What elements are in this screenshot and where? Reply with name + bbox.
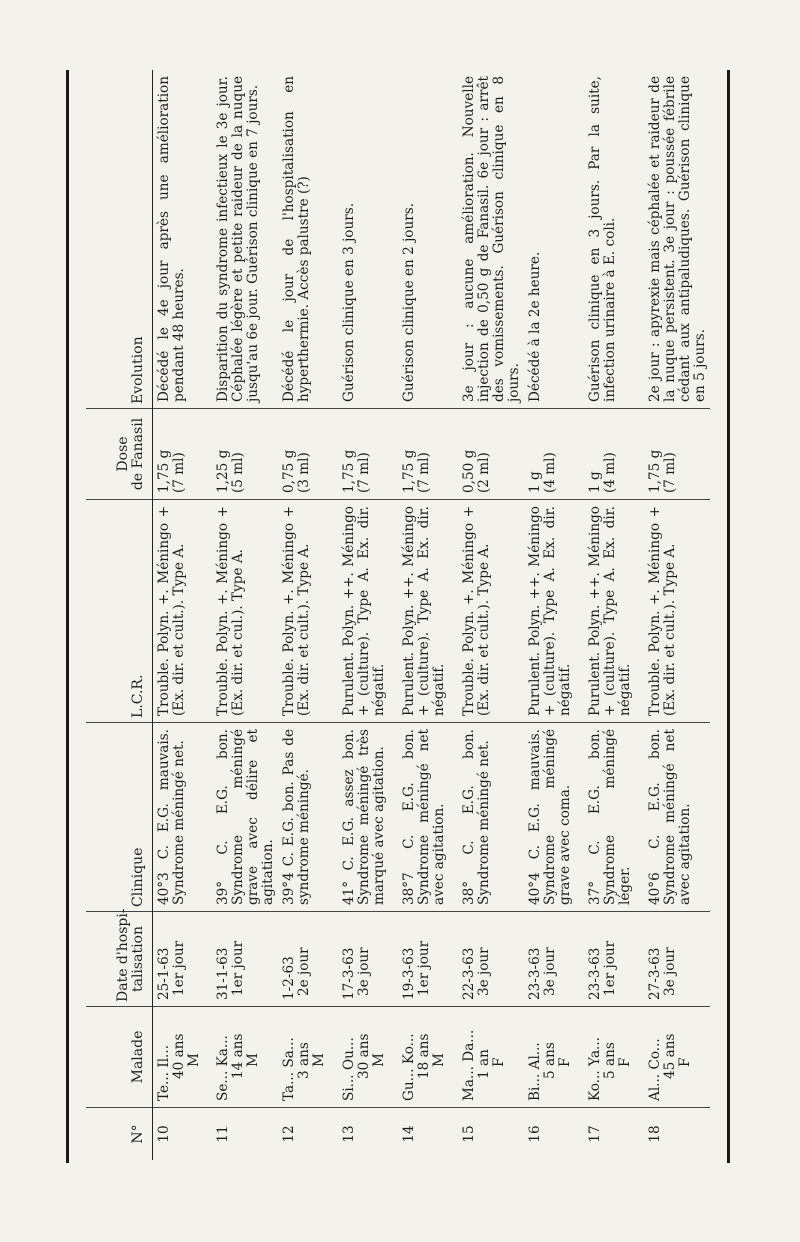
cell-date: 27-3-63 3e jour	[644, 912, 710, 1007]
cell-lcr: Trouble. Polyn. +. Méningo + (Ex. dir. et cult.). Type A.	[644, 500, 710, 723]
cell-num: 10	[155, 1125, 172, 1143]
cell-clinique: 39° C. E.G. bon. Syndrome méningé grave avec délire et agitation.	[212, 723, 278, 912]
cell-num: 14	[401, 1125, 417, 1143]
table-row	[338, 70, 398, 1160]
cell-malade: Ko... Ya... 5 ans F	[584, 1007, 644, 1108]
cell-malade: Bi... Al... 5 ans F	[524, 1007, 584, 1108]
cell-evolution: Décédé à la 2e heure.	[524, 70, 584, 409]
cell-dose: 1,75 g (7 ml)	[644, 409, 710, 500]
cell-malade: Se... Ka... 14 ans M	[212, 1007, 278, 1108]
cell-lcr: Purulent. Polyn. ++. Méningo + (culture). Type A. Ex. dir. négatif.	[398, 500, 458, 723]
table-row	[278, 70, 338, 1160]
cell-lcr: Purulent. Polyn. ++. Méningo + (culture). Type A. Ex. dir. négatif.	[338, 500, 398, 723]
cell-dose: 0,50 g (2 ml)	[458, 409, 524, 500]
cell-dose: 1 g (4 ml)	[524, 409, 584, 500]
cell-date: 25-1-63 1er jour	[152, 912, 212, 1007]
cell-malade: Al... Co... 45 ans F	[644, 1007, 710, 1108]
header-clinique: Clinique	[86, 723, 152, 912]
table-row	[584, 70, 644, 1160]
cell-dose: 1 g (4 ml)	[584, 409, 644, 500]
cell-malade: Ma... Da... 1 an F	[458, 1007, 524, 1108]
cell-date: 23-3-63 1er jour	[584, 912, 644, 1007]
cell-evolution: Guérison clinique en 3 jours.	[338, 70, 398, 409]
cell-dose: 1,75 g (7 ml)	[338, 409, 398, 500]
cell-num: 15	[461, 1125, 477, 1143]
cell-date: 19-3-63 1er jour	[398, 912, 458, 1007]
header-date: Date d'hospi- talisation	[86, 912, 152, 1007]
table-body	[152, 70, 710, 1160]
cell-date: 31-1-63 1er jour	[212, 912, 278, 1007]
cell-evolution: 2e jour : apyrexie mais céphalée et raideur de la nuque persistent. 3e jour : poussée fébrile cédant aux antipaludiques. Guérison clinique en 5 jours.	[644, 70, 710, 409]
cell-num: 16	[527, 1125, 543, 1143]
table-row	[644, 70, 710, 1160]
rotated-table-wrapper	[86, 70, 736, 1160]
cell-lcr: Trouble. Polyn. +. Méningo + (Ex. dir. et cul.). Type A.	[212, 500, 278, 723]
cell-clinique: 38°7 C. E.G. bon. Syndrome méningé net avec agitation.	[398, 723, 458, 912]
cell-clinique: 40°6 C. E.G. bon. Syndrome méningé net avec agitation.	[644, 723, 710, 912]
cell-num: 18	[647, 1125, 663, 1143]
cell-clinique: 41° C. E.G. assez bon. Syndrome méningé très marqué avec agitation.	[338, 723, 398, 912]
cell-evolution: Disparition du syndrome infectieux le 3e jour. Céphalée légère et petite raideur de la nuque jusqu'au 6e jour. Guérison clinique en 7 jours.	[212, 70, 278, 409]
cell-malade: Te... Il... 40 ans M	[152, 1007, 212, 1108]
cell-evolution: Guérison clinique en 2 jours.	[398, 70, 458, 409]
cell-num: 12	[281, 1125, 297, 1143]
cell-clinique: 40°4 C. E.G. mauvais. Syndrome méningé grave avec coma.	[524, 723, 584, 912]
cell-malade: Gu... Ko... 18 ans M	[398, 1007, 458, 1108]
cell-dose: 1,75 g (7 ml)	[398, 409, 458, 500]
table-row	[524, 70, 584, 1160]
cell-lcr: Purulent. Polyn. ++. Méningo + (culture). Type A. Ex. dir. négatif.	[584, 500, 644, 723]
table-row	[152, 70, 212, 1160]
cell-lcr: Trouble. Polyn. +. Méningo + (Ex. dir. et cult.). Type A.	[278, 500, 338, 723]
header-lcr: L.C.R.	[86, 500, 152, 723]
cell-evolution: Décédé le jour de l'hospitalisation en hyperthermie. Accès palustre (?)	[278, 70, 338, 409]
cell-lcr: Trouble. Polyn. +. Méningo + (Ex. dir. et cult.). Type A.	[458, 500, 524, 723]
cell-date: 22-3-63 3e jour	[458, 912, 524, 1007]
header-malade: Malade	[86, 1007, 152, 1108]
table-header-row	[86, 70, 152, 1160]
cell-num: 11	[215, 1125, 231, 1143]
cell-clinique: 40°3 C. E.G. mauvais. Syndrome méningé net.	[152, 723, 212, 912]
cell-date: 23-3-63 3e jour	[524, 912, 584, 1007]
table-row	[398, 70, 458, 1160]
cell-clinique: 39°4 C. E.G. bon. Pas de syndrome méningé.	[278, 723, 338, 912]
cell-num: 13	[341, 1125, 357, 1143]
cell-num: 17	[587, 1125, 603, 1143]
cell-dose: 1,75 g (7 ml)	[152, 409, 212, 500]
cell-dose: 1,25 g (5 ml)	[212, 409, 278, 500]
table-row	[458, 70, 524, 1160]
table-top-rule	[66, 70, 69, 1163]
header-dose: Dose de Fanasil	[86, 409, 152, 500]
header-num: N°	[86, 1108, 152, 1161]
cell-clinique: 37° C. E.G. bon. Syndrome méningé léger.	[584, 723, 644, 912]
cell-malade: Ta... Sa... 3 ans M	[278, 1007, 338, 1108]
table-row	[212, 70, 278, 1160]
cell-lcr: Trouble. Polyn. +. Méningo + (Ex. dir. et cult.). Type A.	[152, 500, 212, 723]
cell-lcr: Purulent. Polyn. ++. Méningo + (culture). Type A. Ex. dir. négatif.	[524, 500, 584, 723]
patients-table	[86, 70, 710, 1160]
cell-date: 1-2-63 2e jour	[278, 912, 338, 1007]
cell-date: 17-3-63 3e jour	[338, 912, 398, 1007]
header-evolution: Evolution	[86, 70, 152, 409]
cell-malade: Si... Ou... 30 ans M	[338, 1007, 398, 1108]
cell-evolution: Décédé le 4e jour après une amélioration pendant 48 heures.	[152, 70, 212, 409]
cell-dose: 0,75 g (3 ml)	[278, 409, 338, 500]
cell-clinique: 38° C. E.G. bon. Syndrome méningé net.	[458, 723, 524, 912]
cell-evolution: Guérison clinique en 3 jours. Par la suite, infection urinaire à E. coli.	[584, 70, 644, 409]
cell-evolution: 3e jour : aucune amélioration. Nouvelle injection de 0,50 g de Fanasil. 6e jour : arrêt des vomissements. Guérison clinique en 8 jours.	[458, 70, 524, 409]
